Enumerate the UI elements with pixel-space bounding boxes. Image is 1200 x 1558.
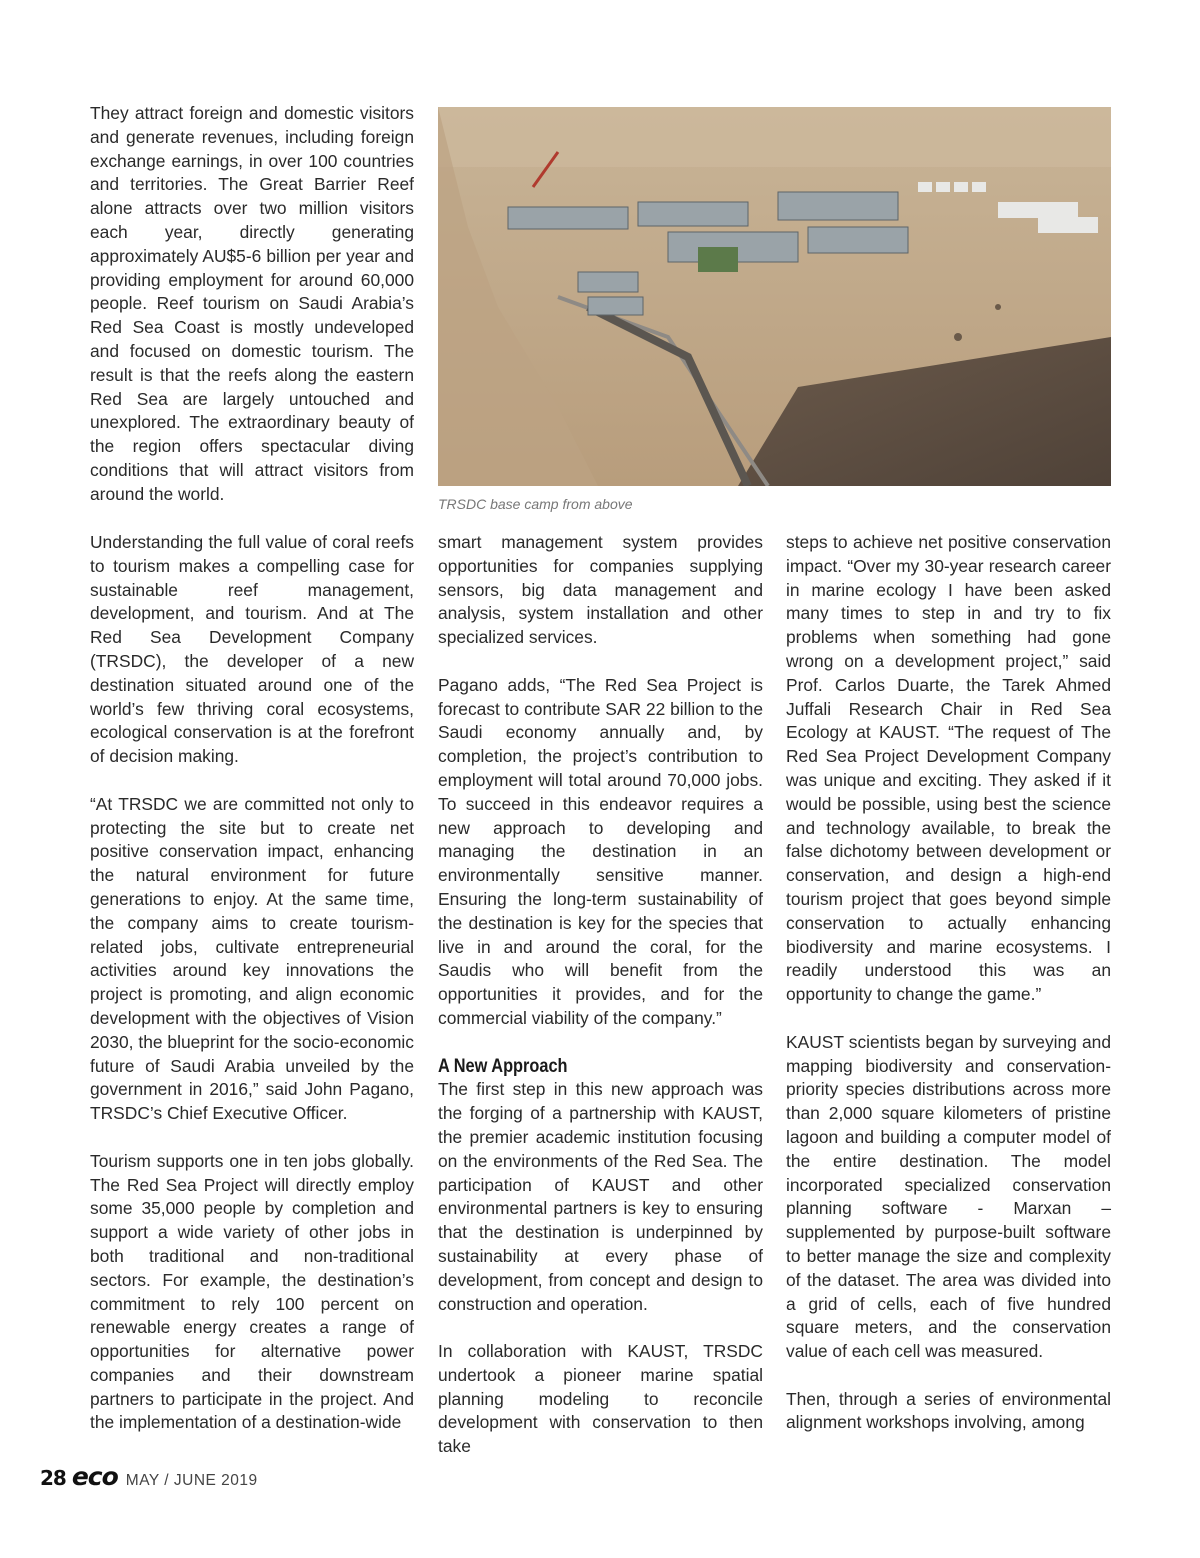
paragraph: Then, through a series of environmental alignment workshops involving, among	[786, 1388, 1111, 1433]
page-number: 28	[40, 1466, 66, 1490]
magazine-logo: eco	[71, 1462, 118, 1491]
page-footer	[40, 1462, 258, 1492]
photo-caption: TRSDC base camp from above	[438, 496, 633, 512]
paragraph: Pagano adds, “The Red Sea Project is forecast to contribute SAR 22 billion to the Saudi economy annually and, by completion, the project’s contribution to employment will total around 70,000 jobs. To succeed in this endeavor requires a new approach to developing and managing the destination in an environmentally sensitive manner. Ensuring the long-term sustainability of the destination is key for the species that live in and around the coral, for the Saudis who will benefit from the opportunities it provides, and for the commercial viability of the company.”	[438, 674, 763, 1028]
paragraph: Tourism supports one in ten jobs globally. The Red Sea Project will directly employ some 35,000 people by completion and support a wide variety of other jobs in both traditional and non-traditional sectors. For example, the destination’s commitment to rely 100 percent on renewable energy creates a range of opportunities for alternative power companies and their downstream partners to participate in the project. And the implementation of a destination-wide	[90, 1150, 414, 1433]
paragraph: “At TRSDC we are committed not only to protecting the site but to create net positive conservation impact, enhancing the natural environment for future generations to enjoy. At the same time, the company aims to create tourism-related jobs, cultivate entrepreneurial activities around key innovations the project is promoting, and align economic development with the objectives of Vision 2030, the blueprint for the socio-economic future of Saudi Arabia unveiled by the government in 2016,” said John Pagano, TRSDC’s Chief Executive Officer.	[90, 793, 414, 1124]
article-column-3	[786, 531, 1111, 1459]
article-column-1-top	[90, 102, 414, 530]
paragraph: Understanding the full value of coral reefs to tourism makes a compelling case for sustainable reef management, development, and tourism. And at The Red Sea Development Company (TRSDC), the developer of a new destination situated around one of the world’s few thriving coral ecosystems, ecological conservation is at the forefront of decision making.	[90, 532, 414, 767]
article-column-1	[90, 531, 414, 1459]
issue-date: MAY / JUNE 2019	[125, 1472, 258, 1489]
base-camp-photo	[438, 107, 1111, 486]
paragraph: smart management system provides opportunities for companies supplying sensors, big data management and analysis, system installation and other specialized services.	[438, 532, 763, 648]
paragraph: They attract foreign and domestic visitors and generate revenues, including foreign exchange earnings, in over 100 countries and territories. The Great Barrier Reef alone attracts over two million visitors each year, directly generating approximately AU$5-6 billion per year and providing employment for around 60,000 people. Reef tourism on Saudi Arabia’s Red Sea Coast is mostly undeveloped and focused on domestic tourism. The result is that the reefs along the eastern Red Sea are largely untouched and unexplored. The extraordinary beauty of the region offers spectacular diving conditions that will attract visitors from around the world.	[90, 103, 414, 504]
section-heading: A New Approach	[438, 1055, 568, 1077]
article-column-2	[438, 531, 763, 1483]
paragraph: KAUST scientists began by surveying and mapping biodiversity and conservation-priority species distributions across more than 2,000 square kilometers of pristine lagoon and building a computer model of the entire destination. The model incorporated specialized conservation planning software - Marxan – supplemented by purpose-built software to better manage the size and complexity of the dataset. The area was divided into a grid of cells, each of five hundred square meters, and the conservation value of each cell was measured.	[786, 1031, 1111, 1362]
paragraph: The first step in this new approach was the forging of a partnership with KAUST, the premier academic institution focusing on the environments of the Red Sea. The participation of KAUST and other environmental partners is key to ensuring that the destination is underpinned by sustainability at every phase of development, from concept and design to construction and operation.	[438, 1079, 763, 1314]
paragraph: steps to achieve net positive conservation impact. “Over my 30-year research career in marine ecology I have been asked many times to step in and try to fix problems when something had gone wrong on a development project,” said Prof. Carlos Duarte, the Tarek Ahmed Juffali Research Chair in Red Sea Ecology at KAUST. “The request of The Red Sea Project Development Company was unique and exciting. They asked if it would be possible, using best the science and technology available, to break the false dichotomy between development or conservation, and design a high-end tourism project that goes beyond simple conservation to actually enhancing biodiversity and marine ecosystems. I readily understood this was an opportunity to change the game.”	[786, 532, 1111, 1005]
paragraph: In collaboration with KAUST, TRSDC undertook a pioneer marine spatial planning modeling to reconcile development with conservation to then take	[438, 1341, 763, 1457]
